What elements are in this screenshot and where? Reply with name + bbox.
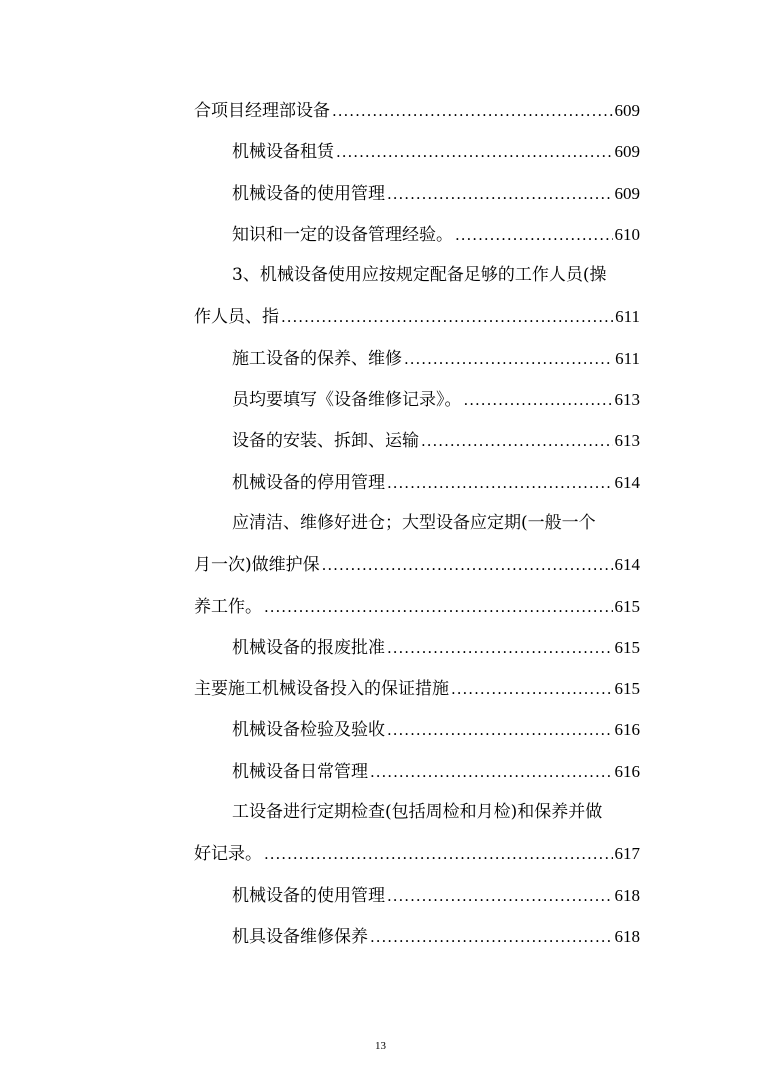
toc-entry[interactable] [194, 586, 640, 627]
toc-entry-text: 月一次)做维护保 [194, 555, 320, 576]
toc-entry[interactable] [194, 462, 640, 503]
toc-dot-leader [387, 876, 613, 916]
toc-entry[interactable] [194, 751, 640, 792]
toc-entry-text: 机械设备的报废批准 [232, 637, 385, 658]
toc-entry-text: 机械设备的停用管理 [232, 472, 385, 493]
toc-entry-text: 机械设备的使用管理 [232, 183, 385, 204]
toc-entry-text: 机械设备租赁 [232, 142, 334, 163]
toc-dot-leader [281, 297, 613, 337]
toc-page-number: 609 [614, 101, 640, 120]
toc-entry[interactable] [194, 668, 640, 709]
toc-entry-text: 好记录。 [194, 844, 262, 865]
toc-page-number: 618 [614, 885, 640, 905]
toc-entry[interactable] [194, 379, 640, 420]
toc-entry[interactable] [194, 131, 640, 172]
toc-page-number: 615 [614, 637, 640, 657]
toc-entry[interactable] [194, 173, 640, 214]
toc-page-number: 610 [614, 224, 640, 244]
toc-entry-text: 机械设备检验及验收 [232, 720, 385, 741]
toc-dot-leader [421, 421, 613, 461]
toc-page-number: 616 [614, 720, 640, 740]
toc-dot-leader [404, 339, 613, 379]
toc-dot-leader [387, 463, 613, 503]
toc-page-number: 615 [614, 679, 640, 699]
toc-entry[interactable] [194, 90, 640, 131]
toc-entry[interactable] [194, 296, 640, 337]
toc-entry-text: 机械设备日常管理 [232, 761, 368, 782]
toc-page-number: 611 [615, 348, 640, 368]
toc-page-number: 615 [614, 596, 640, 616]
toc-entry-text: 应清洁、维修好进仓；大型设备应定期(一般一个 [232, 512, 596, 533]
toc-entry-text: 设备的安装、拆卸、运输 [232, 431, 419, 452]
toc-dot-leader [370, 752, 613, 792]
toc-dot-leader [336, 132, 613, 172]
toc-entry[interactable] [194, 875, 640, 916]
toc-entry[interactable] [194, 916, 640, 957]
toc-dot-leader [464, 380, 613, 420]
toc-dot-leader [387, 174, 613, 214]
toc-page-number: 617 [614, 844, 640, 864]
toc-entry-text: 机械设备的使用管理 [232, 885, 385, 906]
toc-page-number: 616 [614, 761, 640, 781]
page-number: 13 [375, 1040, 386, 1052]
toc-entry-text: 主要施工机械设备投入的保证措施 [194, 679, 449, 700]
toc-dot-leader [387, 628, 613, 668]
toc-page-number: 614 [614, 555, 640, 575]
toc-dot-leader [264, 834, 613, 874]
toc-entry[interactable] [194, 627, 640, 668]
toc-dot-leader [322, 545, 613, 585]
toc-dot-leader [387, 710, 613, 750]
toc-page-number: 609 [614, 142, 640, 162]
toc-dot-leader [455, 215, 613, 255]
toc-dot-leader [264, 587, 613, 627]
toc-entry-text: 机具设备维修保养 [232, 926, 368, 947]
toc-entry-text: 员均要填写《设备维修记录》。 [232, 390, 462, 411]
toc-entry-text: 作人员、指 [194, 307, 279, 328]
toc-page-number: 614 [614, 472, 640, 492]
toc-dot-leader [370, 917, 613, 957]
toc-entry[interactable] [194, 214, 640, 255]
toc-entry-text: 合项目经理部设备 [194, 101, 330, 121]
toc-entry[interactable] [194, 544, 640, 585]
toc-entry-text: 养工作。 [194, 596, 262, 617]
toc-entry-wrapped-line[interactable] [194, 792, 640, 833]
toc-page-number: 611 [615, 307, 640, 327]
toc-entry[interactable] [194, 833, 640, 874]
toc-entry-wrapped-line[interactable] [194, 503, 640, 544]
toc-page-number: 609 [614, 183, 640, 203]
toc-entry-text: 3、机械设备使用应按规定配备足够的工作人员(操 [232, 265, 607, 286]
toc-page-number: 613 [614, 431, 640, 451]
toc-entry-text: 工设备进行定期检查(包括周检和月检)和保养并做 [232, 802, 603, 823]
toc-dot-leader [451, 669, 613, 709]
toc-page-number: 613 [614, 390, 640, 410]
toc-entry-wrapped-line[interactable] [194, 255, 640, 296]
toc-entry-text: 知识和一定的设备管理经验。 [232, 224, 453, 245]
toc-entry[interactable] [194, 420, 640, 461]
toc-page-number: 618 [614, 926, 640, 946]
toc-entry[interactable] [194, 709, 640, 750]
table-of-contents [194, 90, 640, 957]
toc-entry-text: 施工设备的保养、维修 [232, 348, 402, 369]
toc-dot-leader [332, 91, 613, 131]
toc-entry[interactable] [194, 338, 640, 379]
